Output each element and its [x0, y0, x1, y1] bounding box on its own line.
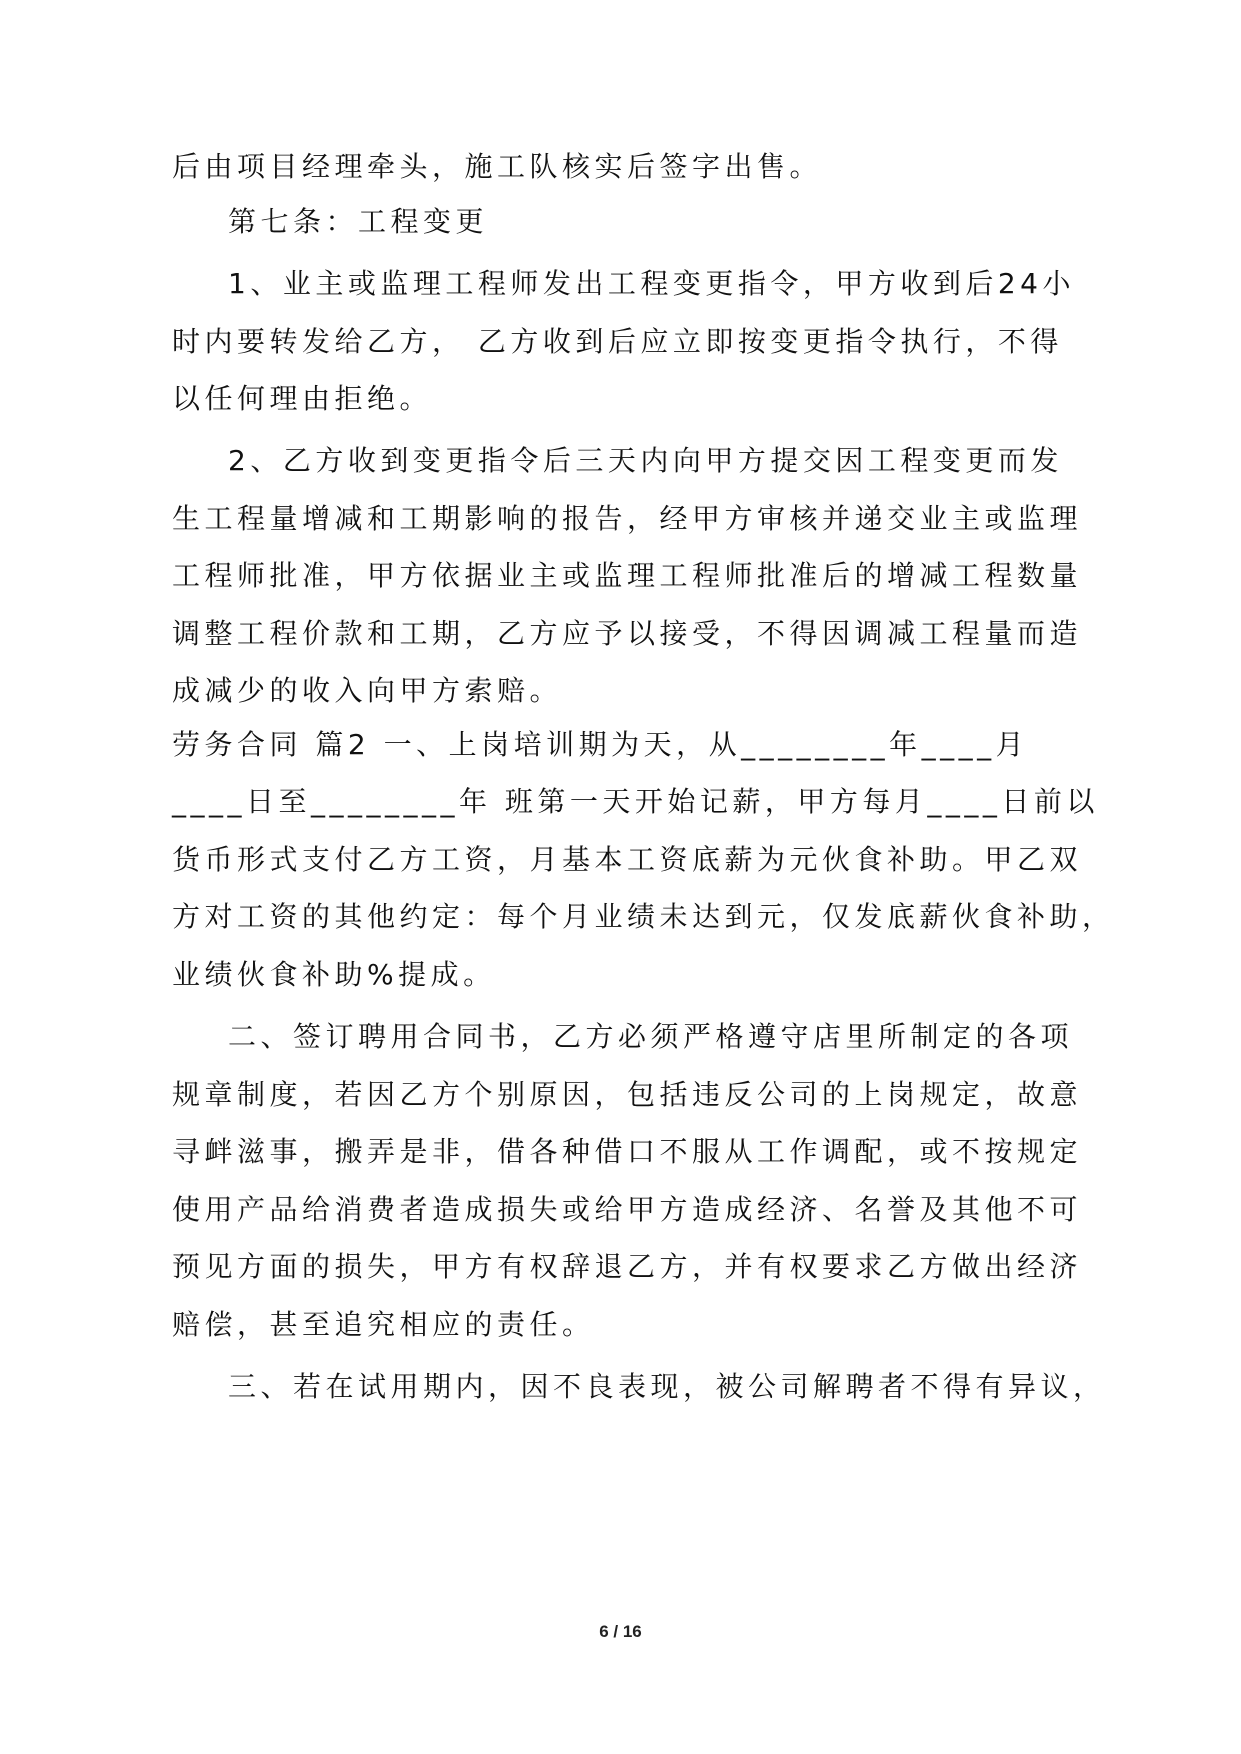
section-heading-line: 劳务合同 篇2 一、上岗培训期为天，从________年____月	[172, 728, 1029, 761]
text-line: 三、若在试用期内，因不良表现，被公司解聘者不得有异议，	[228, 1370, 1106, 1403]
text-line: 2、乙方收到变更指令后三天内向甲方提交因工程变更而发	[228, 444, 1063, 477]
text-line: 业绩伙食补助%提成。	[172, 958, 496, 991]
text-line: 时内要转发给乙方， 乙方收到后应立即按变更指令执行，不得	[172, 325, 1063, 358]
text-line: 货币形式支付乙方工资，月基本工资底薪为元伙食补助。甲乙双	[172, 843, 1083, 876]
text-line: 成减少的收入向甲方索赔。	[172, 674, 563, 707]
text-line: 后由项目经理牵头，施工队核实后签字出售。	[172, 150, 823, 183]
text-line: 预见方面的损失，甲方有权辞退乙方，并有权要求乙方做出经济	[172, 1250, 1083, 1283]
text-line: 调整工程价款和工期，乙方应予以接受，不得因调减工程量而造	[172, 617, 1083, 650]
text-line: 生工程量增减和工期影响的报告，经甲方审核并递交业主或监理	[172, 502, 1083, 535]
text-line: 使用产品给消费者造成损失或给甲方造成经济、名誉及其他不可	[172, 1193, 1083, 1226]
text-line: 规章制度，若因乙方个别原因，包括违反公司的上岗规定，故意	[172, 1078, 1083, 1111]
section-heading: 第七条：工程变更	[228, 205, 489, 238]
text-line: 以任何理由拒绝。	[172, 382, 433, 415]
text-line: ____日至________年 班第一天开始记薪，甲方每月____日前以	[172, 785, 1099, 818]
text-line: 1、业主或监理工程师发出工程变更指令，甲方收到后24小	[228, 267, 1075, 300]
text-line: 赔偿，甚至追究相应的责任。	[172, 1308, 595, 1341]
page-number: 6 / 16	[599, 1622, 642, 1641]
text-line: 方对工资的其他约定：每个月业绩未达到元，仅发底薪伙食补助，	[172, 900, 1115, 933]
text-line: 二、签订聘用合同书，乙方必须严格遵守店里所制定的各项	[228, 1020, 1074, 1053]
text-line: 工程师批准，甲方依据业主或监理工程师批准后的增减工程数量	[172, 559, 1083, 592]
text-line: 寻衅滋事，搬弄是非，借各种借口不服从工作调配，或不按规定	[172, 1135, 1083, 1168]
